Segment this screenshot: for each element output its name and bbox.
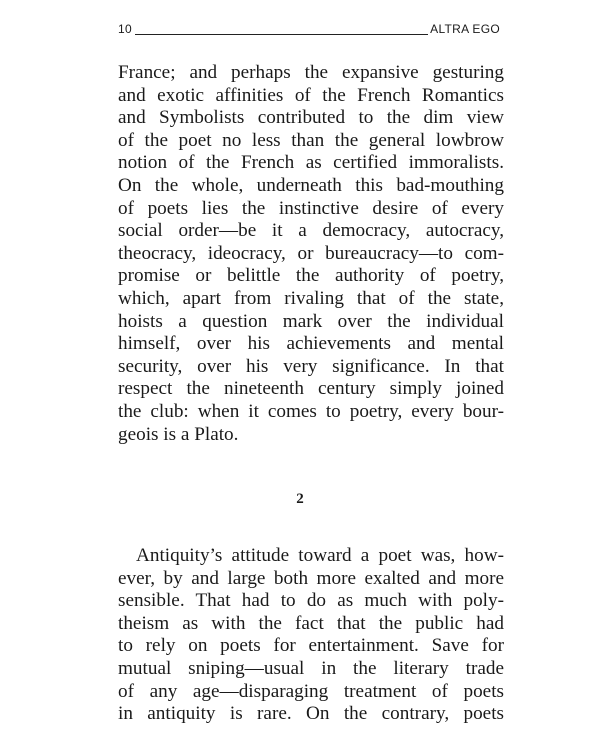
- text-line: France; and perhaps the expansive gesturing: [118, 62, 504, 83]
- text-line: and exotic affinities of the French Romantics: [118, 84, 504, 106]
- text-line: On the whole, underneath this bad-mouthing: [118, 174, 504, 196]
- text-line: mutual sniping—usual in the literary trade: [118, 657, 504, 679]
- text-line: respect the nineteenth century simply joined: [118, 378, 504, 400]
- text-line: the club: when it comes to poetry, every bour-: [118, 400, 504, 422]
- text-line: ever, by and large both more exalted and more: [118, 567, 504, 589]
- text-line: notion of the French as certified immoralists.: [118, 152, 504, 174]
- text-line: theocracy, ideocracy, or bureaucracy—to com-: [118, 242, 504, 264]
- text-line: of poets lies the instinctive desire of every: [118, 197, 504, 219]
- text-line: Antiquity’s attitude toward a poet was, how-: [136, 545, 504, 566]
- text-line: social order—be it a democracy, autocracy,: [118, 220, 504, 242]
- text-line: security, over his very significance. In that: [118, 355, 504, 377]
- text-line: in antiquity is rare. On the contrary, poets: [118, 703, 504, 725]
- header-rule: [135, 34, 428, 35]
- paragraph-2: [118, 545, 504, 726]
- page-number: 10: [118, 22, 132, 36]
- text-line: and Symbolists contributed to the dim view: [118, 107, 504, 129]
- text-line: promise or belittle the authority of poetry,: [118, 265, 504, 287]
- text-line: theism as with the fact that the public had: [118, 612, 504, 634]
- text-line: which, apart from rivaling that of the state,: [118, 287, 504, 309]
- text-line: geois is a Plato.: [118, 423, 239, 445]
- paragraph-1: [118, 62, 504, 446]
- text-line: hoists a question mark over the individual: [118, 310, 504, 332]
- text-line: to rely on poets for entertainment. Save for: [118, 635, 504, 657]
- text-line: of the poet no less than the general lowbrow: [118, 129, 504, 151]
- text-line: himself, over his achievements and mental: [118, 333, 504, 355]
- book-title: ALTRA EGO: [430, 22, 500, 36]
- text-line: sensible. That had to do as much with poly-: [118, 590, 504, 612]
- text-line: of any age—disparaging treatment of poets: [118, 680, 504, 702]
- running-head: [118, 22, 500, 40]
- section-number: 2: [296, 491, 304, 507]
